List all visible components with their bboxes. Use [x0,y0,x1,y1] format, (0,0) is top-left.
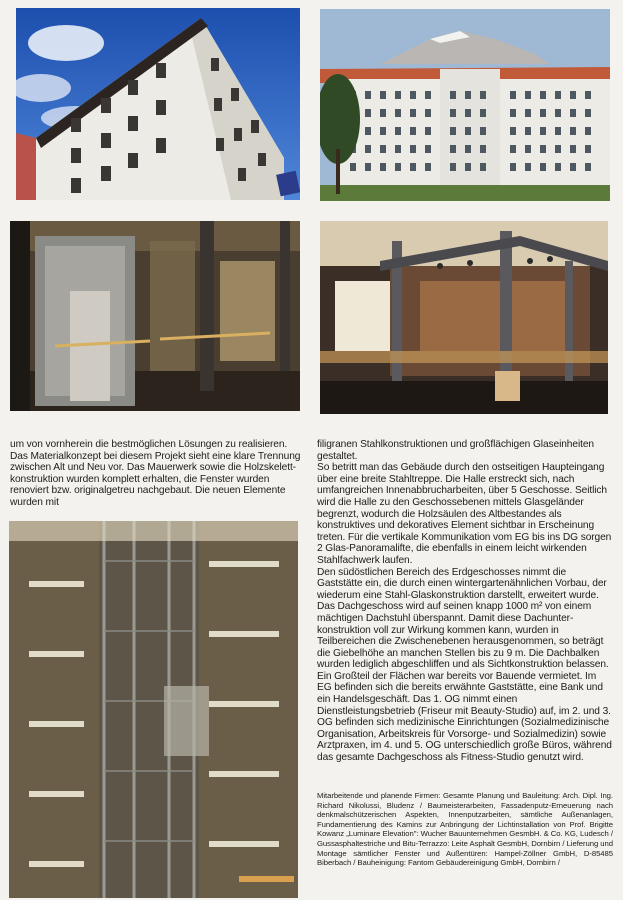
body-text-right [317,439,613,764]
paragraph: um von vornherein die bestmöglichen Lösungen zu realisieren. Das Materialkonzept bei diesem Projekt sieht eine klare Trennung zwischen Alt und Neu vor. Das Mauerwerk sowie die Holzskelettkonstruktion wurden komplett erhalten, die Fenster wurden renoviert bzw. originalgetreu nachgebaut. Die neuen Elemente wurden mit [10,439,301,508]
glass-elevator-atrium-photo [10,221,300,411]
body-text-left [10,439,306,509]
paragraph: Ein Großteil der Flächen war bereits vor Bauende vermietet. Im EG befinden sich die bereits erwähnte Gaststätte, eine Bank und ein Handelsgeschäft. Das 1. OG nimmt einen Dienstleistungsbetrieb (Friseur mit Beauty-Studio) auf, im 2. und 3. OG befinden sich medizinische Einrichtungen (Sozialmedizinische Organisation, Arbeitskreis für Vorsorge- und Sozialmedizin) sowie Arztpraxen, im 4. und 5. OG unterschiedlich große Büros, während das gesamte Dachgeschoss als Fitness-Studio genutzt wird. [317,670,612,764]
building-facade-photo [16,8,300,200]
factory-building-mountains-photo [320,9,610,201]
winter-garden-restaurant-photo [320,221,608,414]
paragraph: Das Dachgeschoss wird auf seinen knapp 1000 m² von einem mächtigen Dachstuhl überspannt. Damit diese Dachunterkonstruktion voll zur Wirkung kommen kann, wurden in Teilbereichen die Zwischenebenen herausgenommen, so beträgt die Giebelhöhe an manchen Stellen bis zu 9 m. Die Dachbalken wurden lediglich abgeschliffen und als Sichtkonstruktion belassen. [317,601,609,671]
elevator-shaft-interior-photo [9,521,298,898]
paragraph: So betritt man das Gebäude durch den ostseitigen Haupteingang über eine breite Stahltreppe. Die Halle erstreckt sich, nach umfangreichen Innenabbrucharbeiten, über 5 Geschosse. Seitlich wird die Halle zu den Geschossebenen mittels Glasgeländer begrenzt, wodurch die Holzsäulen des Altbestandes als konstruktives und dekoratives Element sichtbar in Erscheinung treten. Für die vertikale Kommunikation vom EG bis ins DG sorgen 2 Glas-Panoramalifte, die ebenfalls in einem leicht wirkenden Stahlfachwerk laufen. [317,462,612,566]
paragraph: filigranen Stahlkonstruktionen und großflächigen Glaseinheiten gestaltet. [317,439,594,462]
paragraph: Den südöstlichen Bereich des Erdgeschosses nimmt die Gaststätte ein, die durch einen wintergartenähnlichen Vorbau, der wiederum eine Stahl-Glaskonstruktion darstellt, erweitert wurde. [317,566,607,601]
credits-text: Mitarbeitende und planende Firmen: Gesamte Planung und Bauleitung: Arch. Dipl. Ing. Richard Nikolussi, Bludenz / Baumeisterarbeiten, Fassadenputz-Erneuerung nach denkmalschützerischen Aspekten, Innenputzarbeiten, sämtliche Außenanlagen, Fundamentierung des Kamins zur Anbringung der Lichtinstallation von Prof. Brigitte Kowanz „Luminare Elevation": Wucher Bauunternehmen GesmbH. & Co. KG, Ludesch / Gussasphaltestriche und Bitu-Terrazzo: Leite Asphalt GesmbH, Dornbirn / Lieferung und Montage sämtlicher Fenster und Außentüren: Hampel-Zöllner GmbH, D-85485 Biberbach / Bauheinigung: Fantom Gebäudereinigung GmbH, Dornbirn / [317,791,613,868]
